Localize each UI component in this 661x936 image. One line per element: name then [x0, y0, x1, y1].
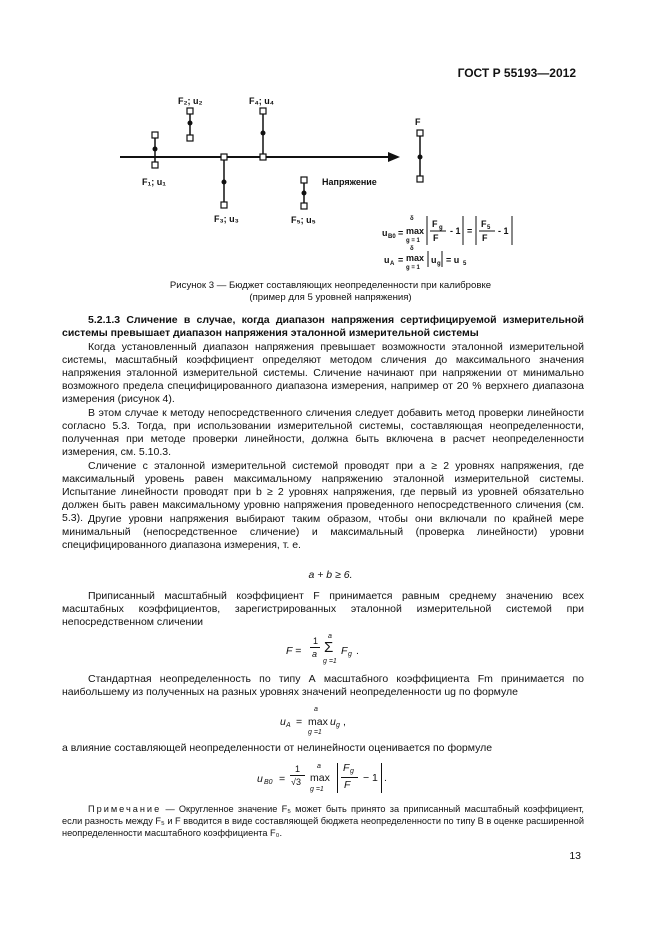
note [62, 803, 584, 840]
equation-mean-f: F = 1 a a Σ g =1 F g . [286, 633, 359, 665]
note-text: — Округленное значение F₅ может быть принято за приписанный масштабный коэффициент, если разность между F₅ и F вводится в виде составляющей бюджета неопределенности по типу В в оценке расширенной неопределенности масштабного коэффициента F₀. [62, 804, 584, 839]
axis-arrow [388, 152, 400, 162]
level-f5 [301, 177, 307, 209]
level-f1 [152, 132, 158, 168]
label-f5: F₅; u₅ [291, 215, 316, 225]
section-heading: 5.2.1.3 Сличение в случае, когда диапазон напряжения сертифицируемой измерительной системы превышает диапазон напряжения эталонной измерительной системы [62, 314, 584, 340]
level-f4 [260, 108, 266, 160]
page-number: 13 [569, 850, 581, 862]
svg-text:- 1: - 1 [450, 226, 461, 236]
svg-text:F: F [482, 233, 488, 243]
svg-text:g: g [439, 225, 443, 231]
svg-text:u: u [384, 255, 390, 265]
paragraph-7: а влияние составляющей неопределенности от нелинейности оценивается по формуле [62, 742, 493, 754]
svg-text:g = 1: g = 1 [406, 238, 420, 244]
label-f2: F₂; u₂ [178, 96, 203, 106]
axis-label: Напряжение [322, 177, 377, 187]
svg-text:=: = [467, 226, 473, 236]
paragraph-4: Другие уровни напряжения выбирают таким образом, чтобы они включали по крайней мере минимальный (непосредственное сличение) и максимальный (проверка линейности) уровни специфицированного диапазона измерения, т. е. [62, 513, 584, 552]
paragraph-5: Приписанный масштабный коэффициент F принимается равным среднему значению всех масштабных коэффициентов, зарегистрированных эталонной измерительной системой при непосредственном сличении [62, 590, 584, 629]
svg-text:g: g [437, 261, 441, 267]
svg-text:u: u [382, 228, 388, 238]
note-label: Примечание [88, 804, 162, 814]
svg-text:A: A [390, 261, 395, 267]
svg-text:5: 5 [487, 225, 491, 231]
figure-caption [100, 280, 561, 304]
equation-ub0: u B0 = 1 √3 a max g =1 F g F − 1 . [257, 762, 387, 793]
svg-text:F: F [433, 233, 439, 243]
svg-text:F: F [481, 219, 487, 229]
caption-line-1: Рисунок 3 — Бюджет составляющих неопределенности при калибровке [169, 280, 492, 291]
standard-header: ГОСТ Р 55193—2012 [457, 66, 576, 80]
formula-ub0 [382, 216, 512, 245]
level-f2 [187, 108, 193, 141]
label-f: F [415, 117, 421, 127]
equation-ab: a + b ≥ 6. [308, 569, 353, 581]
label-f3: F₃; u₃ [214, 214, 239, 224]
label-f4: F₄; u₄ [249, 96, 275, 106]
paragraph-1: Когда установленный диапазон напряжения превышает возможности эталонной измерительной системы, масштабный коэффициент определяют методом сличения до максимального значения напряжения эталонной измерительной системы. Сличение начинают при напряжении от минимально возможного предела специфицированного диапазона измерения, например от 20 % верхнего диапазона измерения (рисунок 4). [62, 341, 584, 406]
svg-text:F: F [432, 219, 438, 229]
svg-text:δ: δ [410, 246, 414, 252]
svg-text:=: = [398, 228, 404, 238]
svg-text:u: u [431, 255, 437, 265]
svg-text:= u: = u [446, 255, 460, 265]
paragraph-3: Сличение с эталонной измерительной системой проводят при a ≥ 2 уровнях напряжения, где максимальный уровень равен максимальному напряжению эталонной измерительной системы. Испытание линейности проводят при b ≥ 2 уровнях напряжения, где первый из уровней обязательно должен быть равен максимальному уровню напряжения проведенного непосредственного сличения (см. 5.3). [62, 460, 584, 525]
calibration-budget-figure [0, 85, 661, 280]
level-f [417, 130, 423, 182]
svg-text:B0: B0 [388, 234, 396, 240]
svg-text:5: 5 [463, 261, 467, 267]
equation-ua: u A = a max g =1 u g , [280, 706, 346, 736]
svg-text:δ: δ [410, 216, 414, 222]
svg-text:- 1: - 1 [498, 226, 509, 236]
svg-text:max: max [406, 226, 425, 236]
caption-line-2: (пример для 5 уровней напряжения) [249, 292, 412, 303]
paragraph-6: Стандартная неопределенность по типу А масштабного коэффициента Fm принимается по наибольшему из полученных на разных уровнях значений неопределенности ug по формуле [62, 673, 584, 699]
svg-text:max: max [406, 253, 425, 263]
svg-text:g = 1: g = 1 [406, 265, 420, 271]
svg-text:=: = [398, 255, 404, 265]
formula-ua [384, 246, 467, 271]
level-f3 [221, 154, 227, 208]
paragraph-2: В этом случае к методу непосредственного сличения следует добавить метод проверки линейности согласно 5.3. Тогда, при использовании измерительной системы, составляющая неопределенности, полученная при методе проверки линейности, должна быть включена в расчет неопределенности измерения, см. 5.10.3. [62, 407, 584, 459]
label-f1: F₁; u₁ [142, 177, 166, 187]
